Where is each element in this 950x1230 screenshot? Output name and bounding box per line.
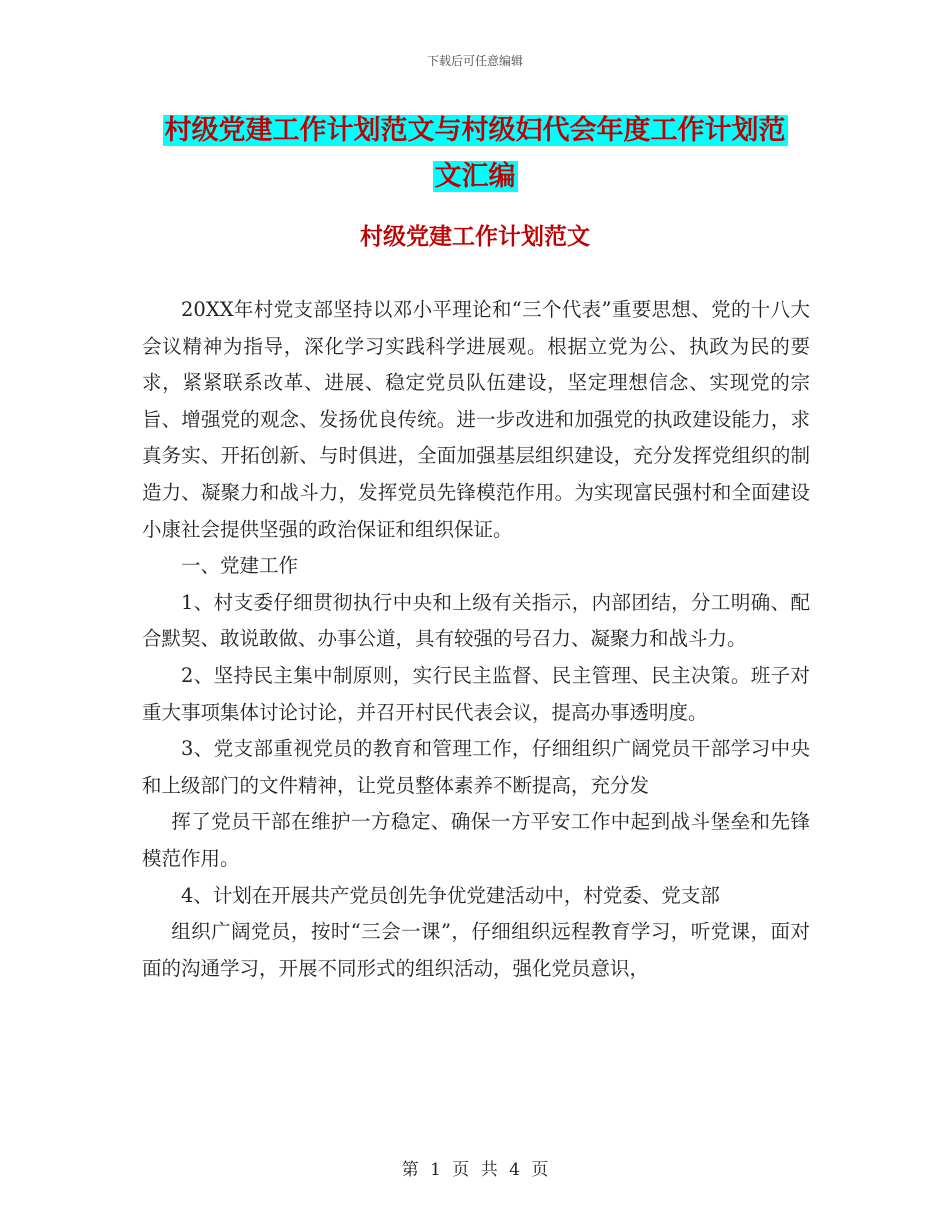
paragraph: 组织广阔党员，按时“三会一课”，仔细组织远程教育学习，听党课，面对面的沟通学习，开展不同形式的组织活动，强化党员意识， [142, 920, 810, 980]
paragraph: 4、计划在开展共产党员创先争优党建活动中，村党委、党支部 [181, 883, 720, 907]
paragraph: 20XX年村党支部坚持以邓小平理论和“三个代表”重要思想、党的十八大会议精神为指导，深化学习实践科学进展观。根据立党为公、执政为民的要求，紧紧联系改革、进展、稳定党员队伍建设，坚定理想信念、实现党的宗旨、增强党的观念、发扬优良传统。进一步改进和加强党的执政建设能力，求真务实、开拓创新、与时俱进，全面加强基层组织建设，充分发挥党组织的制造力、凝聚力和战斗力，发挥党员先锋模范作用。为实现富民强村和全面建设小康社会提供坚强的政治保证和组织保证。 [142, 298, 810, 541]
paragraph: 3、党支部重视党员的教育和管理工作，仔细组织广阔党员干部学习中央和上级部门的文件精神，让党员整体素养不断提高，充分发 [142, 737, 810, 797]
page-footer: 第 1 页 共 4 页 [401, 1160, 549, 1180]
paragraph-heading: 一、党建工作 [181, 554, 299, 578]
paragraph: 2、坚持民主集中制原则，实行民主监督、民主管理、民主决策。班子对重大事项集体讨论讨论，并召开村民代表会议，提高办事透明度。 [142, 663, 810, 724]
paragraph: 1、村支委仔细贯彻执行中央和上级有关指示，内部团结，分工明确、配合默契、敢说敢做、办事公道，具有较强的号召力、凝聚力和战斗力。 [142, 590, 810, 651]
document-title [140, 108, 810, 200]
document-body [142, 292, 810, 987]
document-title-line-2: 文汇编 [434, 161, 516, 192]
document-title-line-1: 村级党建工作计划范文与村级妇代会年度工作计划范 [164, 115, 786, 146]
header-note: 下载后可任意编辑 [426, 54, 523, 68]
section-title: 村级党建工作计划范文 [360, 223, 590, 250]
paragraph: 挥了党员干部在维护一方稳定、确保一方平安工作中起到战斗堡垒和先锋模范作用。 [142, 810, 810, 870]
